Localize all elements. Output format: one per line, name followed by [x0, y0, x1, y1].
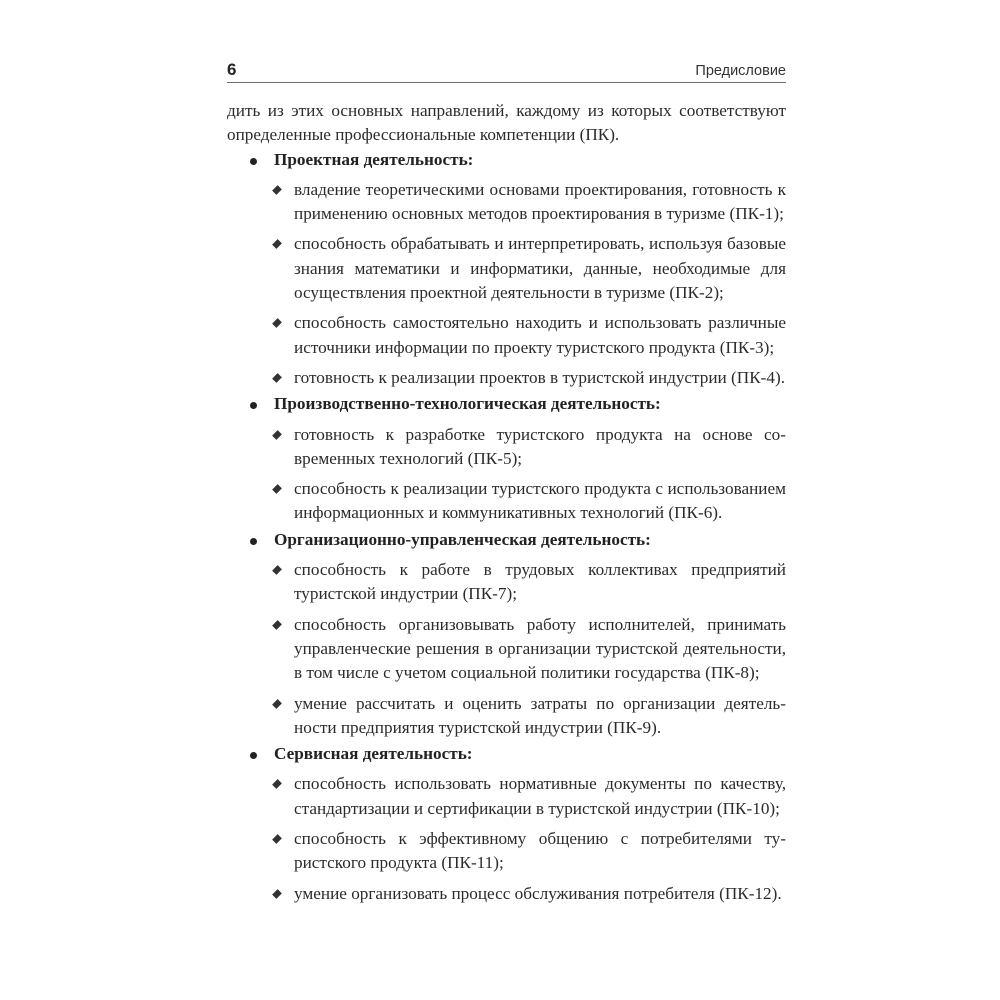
list-item	[274, 692, 786, 741]
diamond-bullet-icon	[272, 780, 282, 790]
section-organizational-management	[227, 528, 786, 740]
list-item	[274, 366, 786, 390]
list-item	[274, 613, 786, 686]
list-item	[274, 772, 786, 821]
item-text: умение организовать процесс обслуживания потребителя (ПК-12).	[294, 883, 782, 903]
section-title: Организационно-управленческая деятельность:	[274, 529, 651, 549]
item-text: способность организовывать работу исполнителей, принимать управленческие решения в организации туристской деятельности, в том числе с учетом социальной политики государства (ПК-8);	[294, 614, 786, 683]
running-header	[227, 54, 786, 83]
diamond-bullet-icon	[272, 889, 282, 899]
intro-paragraph: дить из этих основных направлений, каждому из которых соответствуют определенные профессиональные компетенции (ПК).	[227, 101, 786, 145]
section-project	[227, 148, 786, 391]
section-title: Проектная деятельность:	[274, 149, 474, 169]
item-text: способность самостоятельно находить и использовать различные источники информации по проекту туристского продукта (ПК-3);	[294, 313, 786, 357]
item-text: умение рассчитать и оценить затраты по организации деятельности предприятия туристской индустрии (ПК-9).	[294, 693, 786, 737]
list-item	[274, 178, 786, 227]
list-item	[274, 827, 786, 876]
diamond-bullet-icon	[272, 373, 282, 383]
item-text: готовность к реализации проектов в туристской индустрии (ПК-4).	[294, 367, 785, 387]
list-item	[274, 232, 786, 305]
diamond-bullet-icon	[272, 699, 282, 709]
item-text: владение теоретическими основами проектирования, готовность к применению основных методов проектирования в туризме (ПК-1);	[294, 179, 786, 224]
book-page	[227, 54, 786, 906]
list-item	[274, 882, 786, 906]
item-text: способность обрабатывать и интерпретировать, используя базовые знания математики и информатики, данные, необходимые для осуществления проектной деятельности в туризме (ПК-2);	[294, 234, 786, 303]
diamond-bullet-icon	[272, 620, 282, 630]
diamond-bullet-icon	[272, 565, 282, 575]
item-text: способность к эффективному общению с потребителями туристского продукта (ПК-11);	[294, 829, 786, 873]
round-bullet-icon	[250, 158, 257, 165]
item-text: способность к работе в трудовых коллективах предприятий туристской индустрии (ПК-7);	[294, 560, 786, 604]
page-body	[227, 99, 786, 906]
diamond-bullet-icon	[272, 318, 282, 328]
list-item	[274, 477, 786, 526]
item-text: готовность к разработке туристского продукта на основе современных технологий (ПК-5);	[294, 424, 786, 468]
diamond-bullet-icon	[272, 185, 282, 195]
diamond-bullet-icon	[272, 430, 282, 440]
list-item	[274, 311, 786, 360]
diamond-bullet-icon	[272, 240, 282, 250]
round-bullet-icon	[250, 402, 257, 409]
item-text: способность к реализации туристского продукта с использованием информационных и коммуникативных технологий (ПК-6).	[294, 479, 786, 523]
section-title: Производственно-технологическая деятельность:	[274, 394, 661, 414]
section-title: Сервисная деятельность:	[274, 744, 473, 764]
item-text: способность использовать нормативные документы по качеству, стандартизации и сертификации в туристской индустрии (ПК-10);	[294, 774, 786, 818]
diamond-bullet-icon	[272, 484, 282, 494]
competency-sections	[227, 148, 786, 906]
round-bullet-icon	[250, 538, 257, 545]
list-item	[274, 423, 786, 472]
round-bullet-icon	[250, 752, 257, 759]
section-production-technology	[227, 392, 786, 525]
diamond-bullet-icon	[272, 834, 282, 844]
page-number: 6	[227, 60, 237, 79]
chapter-title: Предисловие	[695, 63, 786, 79]
list-item	[274, 558, 786, 607]
section-service	[227, 742, 786, 906]
